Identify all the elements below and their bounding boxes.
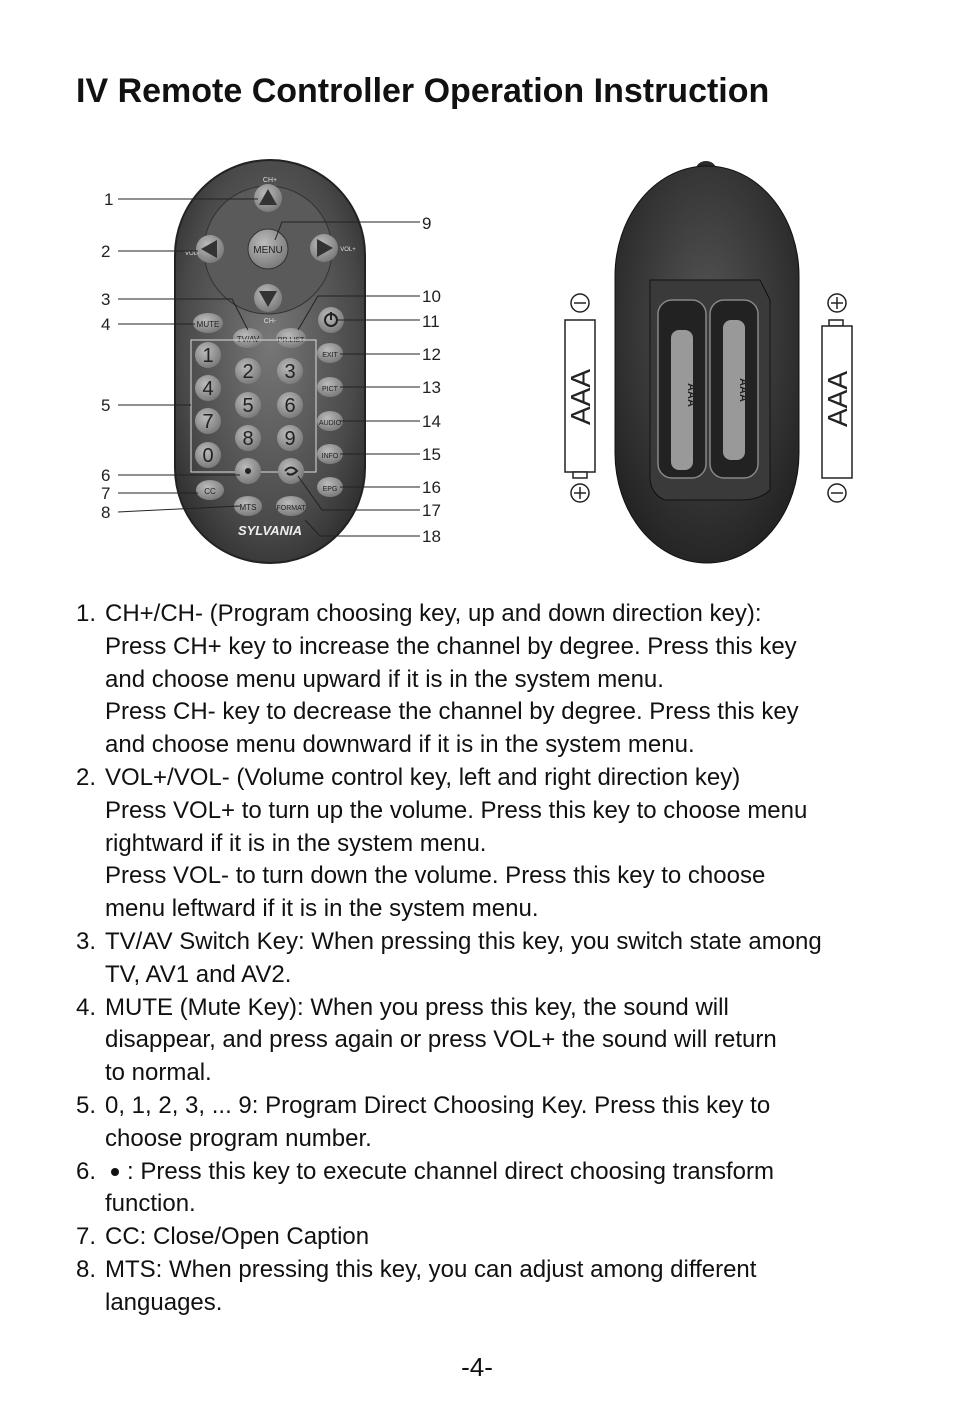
digit-7: 7 — [202, 411, 214, 433]
pict-key-label: PICT — [322, 386, 338, 393]
callout-8: 8 — [101, 503, 111, 522]
item-line: MUTE (Mute Key): When you press this key, the sound will — [105, 993, 729, 1021]
list-item — [76, 1090, 896, 1156]
remote-diagram — [0, 150, 954, 580]
digit-0: 0 — [202, 445, 214, 467]
mts-key-label: MTS — [239, 503, 257, 512]
vol-plus-label: VOL+ — [340, 247, 356, 253]
callout-2: 2 — [101, 242, 111, 261]
ch-plus-label: CH+ — [262, 177, 278, 184]
item-line: function. — [105, 1190, 196, 1218]
item-line: CC: Close/Open Caption — [105, 1223, 370, 1251]
callout-11: 11 — [422, 312, 440, 331]
page-number: -4- — [461, 1352, 493, 1382]
item-number: 3. — [76, 927, 97, 955]
callout-6: 6 — [101, 466, 111, 485]
list-item — [76, 926, 896, 992]
callout-17: 17 — [422, 501, 441, 520]
item-line: disappear, and press again or press VOL+ the sound will return — [105, 1026, 777, 1054]
battery-right — [822, 294, 853, 502]
item-line: languages. — [105, 1288, 223, 1316]
item-number: 6. — [76, 1157, 97, 1185]
digit-6: 6 — [284, 395, 296, 417]
callout-13: 13 — [422, 378, 441, 397]
item-line: MTS: When pressing this key, you can adjust among different — [105, 1255, 757, 1283]
vol-minus-label: VOL- — [184, 251, 200, 257]
item-line: CH+/CH- (Program choosing key, up and down direction key): — [105, 600, 762, 627]
item-number: 2. — [76, 763, 97, 791]
audio-key-label: AUDIO — [318, 420, 342, 427]
item-line: 0, 1, 2, 3, ... 9: Program Direct Choosing Key. Press this key to — [105, 1091, 771, 1119]
epg-key-label: EPG — [322, 486, 338, 493]
item-number: 1. — [76, 600, 97, 627]
digit-2: 2 — [242, 361, 254, 383]
front-remote — [175, 160, 365, 563]
back-remote — [615, 161, 799, 563]
item-line: : Press this key to execute channel direct choosing transform — [127, 1157, 774, 1185]
dot-icon — [111, 1168, 119, 1176]
prlist-key-label: PR.LIST — [277, 337, 305, 344]
list-item — [76, 1221, 896, 1254]
mute-key-label: MUTE — [196, 320, 220, 329]
battery-label-left: AAA — [565, 368, 596, 426]
remote-figure — [0, 150, 954, 580]
item-number: 4. — [76, 993, 97, 1021]
item-line: Press VOL- to turn down the volume. Press this key to choose — [105, 862, 766, 890]
item-number: 7. — [76, 1223, 97, 1251]
item-number: 8. — [76, 1255, 97, 1283]
instruction-list — [76, 598, 896, 1320]
menu-key-label: MENU — [253, 245, 283, 256]
item-line-with-dot — [105, 1156, 896, 1189]
ch-minus-label: CH- — [263, 318, 277, 325]
callout-18: 18 — [422, 527, 441, 546]
callout-5: 5 — [101, 396, 111, 415]
item-line: Press VOL+ to turn up the volume. Press this key to choose menu — [105, 796, 808, 824]
callout-14: 14 — [422, 412, 441, 431]
tvav-key-label: TV/AV — [236, 335, 260, 344]
callout-12: 12 — [422, 345, 441, 364]
digit-5: 5 — [242, 395, 254, 417]
callout-9: 9 — [422, 214, 432, 233]
list-item — [76, 598, 896, 762]
callout-4: 4 — [101, 315, 111, 334]
brand-logo: SYLVANIA — [237, 523, 303, 538]
item-line: and choose menu upward if it is in the system menu. — [105, 665, 664, 693]
inner-battery-label-left: AAA — [685, 383, 697, 407]
item-line: VOL+/VOL- (Volume control key, left and right direction key) — [105, 763, 741, 791]
info-key-label: INFO — [321, 453, 339, 460]
item-line: choose program number. — [105, 1124, 372, 1152]
callout-3: 3 — [101, 290, 111, 309]
digit-1: 1 — [202, 345, 214, 367]
item-line: to normal. — [105, 1059, 212, 1087]
item-line: TV, AV1 and AV2. — [105, 960, 292, 988]
callout-16: 16 — [422, 478, 441, 497]
digit-8: 8 — [242, 428, 254, 450]
digit-3: 3 — [284, 361, 296, 383]
dot-icon — [245, 468, 251, 474]
digit-9: 9 — [284, 428, 296, 450]
callout-1: 1 — [104, 190, 114, 209]
format-key-label: FORMAT — [276, 505, 306, 512]
list-item — [76, 1254, 896, 1320]
item-line: rightward if it is in the system menu. — [105, 829, 487, 857]
callout-7: 7 — [101, 484, 111, 503]
item-line: and choose menu downward if it is in the system menu. — [105, 731, 695, 759]
list-item — [76, 762, 896, 926]
list-item — [76, 1156, 896, 1222]
exit-key-label: EXIT — [322, 352, 338, 359]
item-line: menu leftward if it is in the system menu. — [105, 895, 539, 923]
list-item — [76, 992, 896, 1090]
inner-battery-label-right: AAA — [737, 378, 749, 402]
callout-10: 10 — [422, 287, 441, 306]
digit-4: 4 — [202, 378, 214, 400]
item-line: TV/AV Switch Key: When pressing this key, you switch state among — [105, 927, 822, 955]
battery-label-right: AAA — [822, 370, 853, 428]
battery-left — [565, 294, 596, 502]
item-number: 5. — [76, 1091, 97, 1119]
callout-15: 15 — [422, 445, 441, 464]
item-line: Press CH+ key to increase the channel by degree. Press this key — [105, 632, 797, 660]
item-line: Press CH- key to decrease the channel by degree. Press this key — [105, 698, 799, 726]
page-title: IV Remote Controller Operation Instruction — [76, 72, 770, 110]
cc-key-label: CC — [204, 487, 216, 496]
